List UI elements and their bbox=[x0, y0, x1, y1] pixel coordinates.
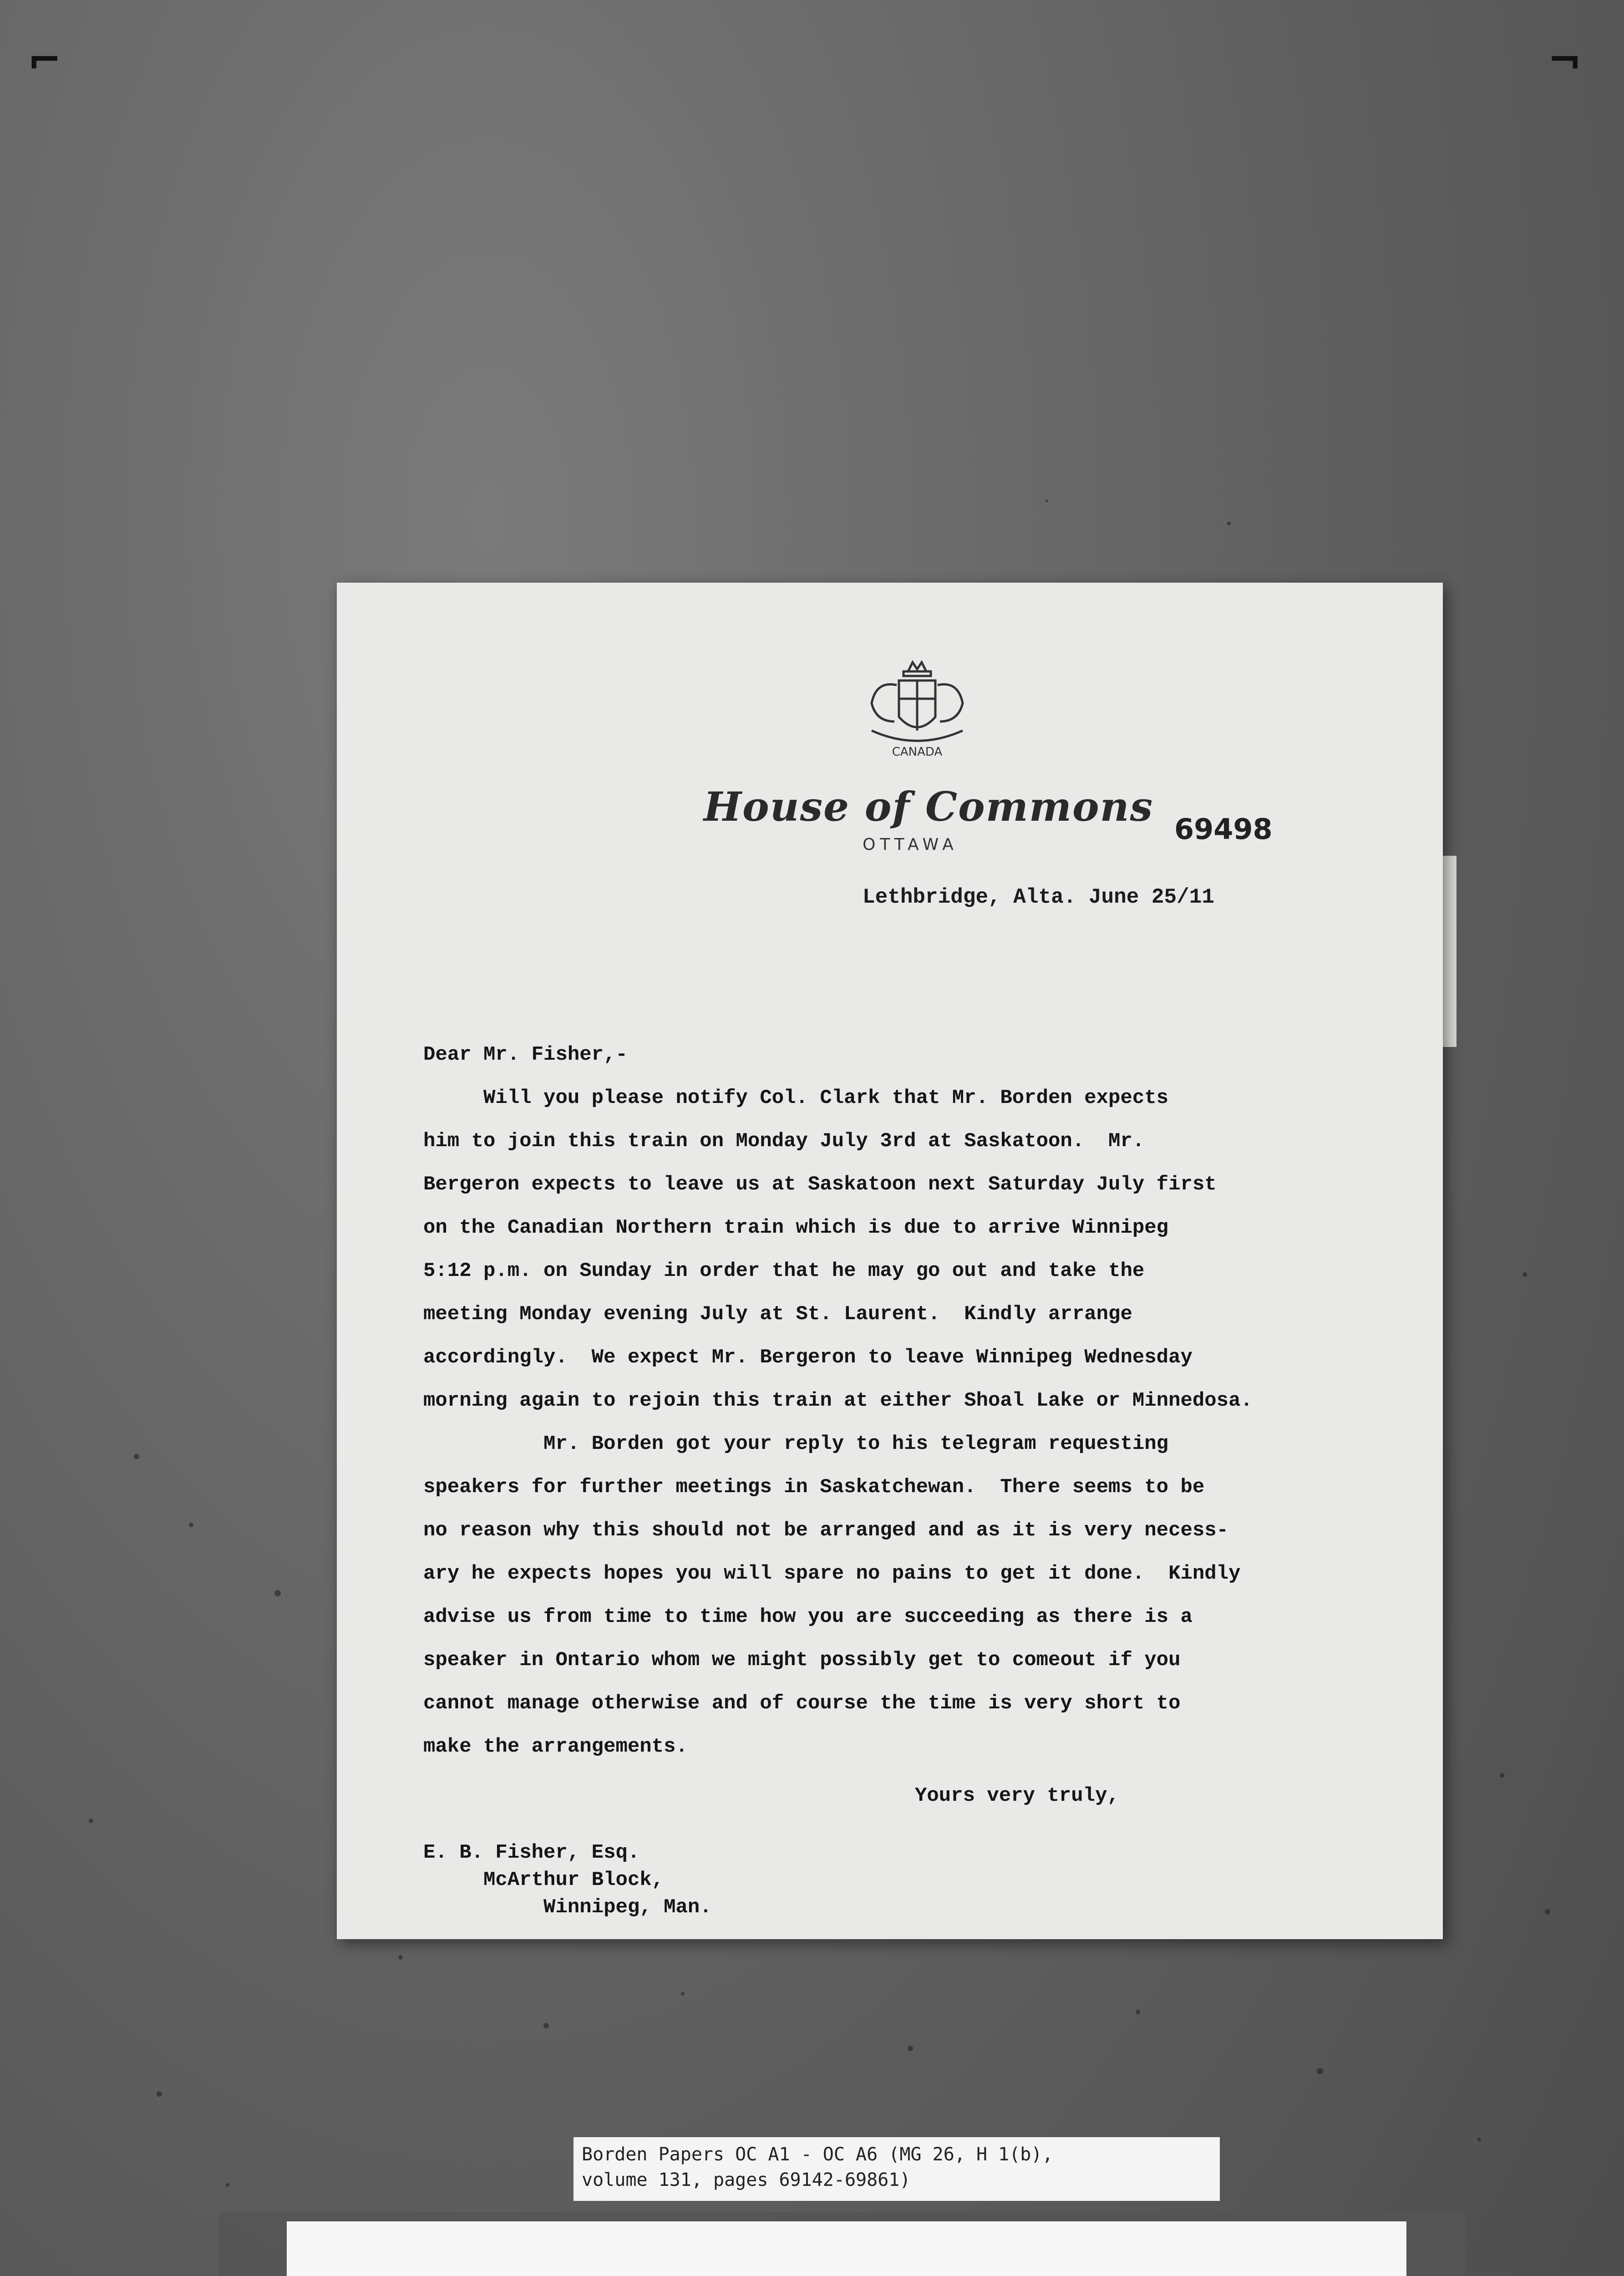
document-number: 69498 bbox=[1174, 813, 1273, 846]
body-line: accordingly. We expect Mr. Bergeron to leave Winnipeg Wednesday bbox=[423, 1346, 1193, 1369]
body-line: Mr. Borden got your reply to his telegram requesting bbox=[423, 1433, 1169, 1455]
body-line: 5:12 p.m. on Sunday in order that he may go out and take the bbox=[423, 1260, 1145, 1282]
body-line: morning again to rejoin this train at either Shoal Lake or Minnedosa. bbox=[423, 1389, 1253, 1412]
closing: Yours very truly, bbox=[915, 1784, 1119, 1807]
body-line: no reason why this should not be arranged and as it is very necess- bbox=[423, 1519, 1229, 1542]
archive-card bbox=[287, 2221, 1406, 2276]
coat-of-arms-icon bbox=[844, 653, 990, 772]
address-line: E. B. Fisher, Esq. bbox=[423, 1841, 640, 1864]
dateline: Lethbridge, Alta. June 25/11 bbox=[863, 885, 1214, 909]
letterhead-city: OTTAWA bbox=[863, 835, 958, 854]
recipient-address bbox=[423, 1839, 712, 1921]
body-line: cannot manage otherwise and of course the time is very short to bbox=[423, 1692, 1181, 1715]
body-line: him to join this train on Monday July 3rd at Saskatoon. Mr. bbox=[423, 1130, 1145, 1153]
reference-label bbox=[573, 2137, 1220, 2201]
body-line: ary he expects hopes you will spare no pains to get it done. Kindly bbox=[423, 1562, 1241, 1585]
corner-mark-top-left: ⌐ bbox=[27, 36, 62, 84]
letterhead-title: House of Commons bbox=[703, 783, 1154, 830]
corner-mark-top-right: ¬ bbox=[1548, 36, 1582, 84]
letter-page bbox=[337, 583, 1443, 1939]
body-line: make the arrangements. bbox=[423, 1735, 688, 1758]
body-line: speakers for further meetings in Saskatchewan. There seems to be bbox=[423, 1476, 1205, 1499]
body-line: speaker in Ontario whom we might possibly get to comeout if you bbox=[423, 1649, 1181, 1671]
body-line: on the Canadian Northern train which is due to arrive Winnipeg bbox=[423, 1216, 1169, 1239]
letter-body bbox=[423, 1033, 1425, 1768]
reference-line: Borden Papers OC A1 - OC A6 (MG 26, H 1(b), bbox=[582, 2144, 1053, 2165]
body-line: Bergeron expects to leave us at Saskatoon next Saturday July first bbox=[423, 1173, 1217, 1196]
crest-motto: CANADA bbox=[892, 745, 943, 759]
body-line: meeting Monday evening July at St. Laurent. Kindly arrange bbox=[423, 1303, 1132, 1326]
salutation: Dear Mr. Fisher,- bbox=[423, 1043, 628, 1066]
address-line: Winnipeg, Man. bbox=[423, 1896, 712, 1919]
reference-line: volume 131, pages 69142-69861) bbox=[582, 2169, 911, 2190]
body-line: advise us from time to time how you are succeeding as there is a bbox=[423, 1605, 1193, 1628]
body-line: Will you please notify Col. Clark that Mr. Borden expects bbox=[423, 1087, 1169, 1109]
address-line: McArthur Block, bbox=[423, 1869, 664, 1891]
